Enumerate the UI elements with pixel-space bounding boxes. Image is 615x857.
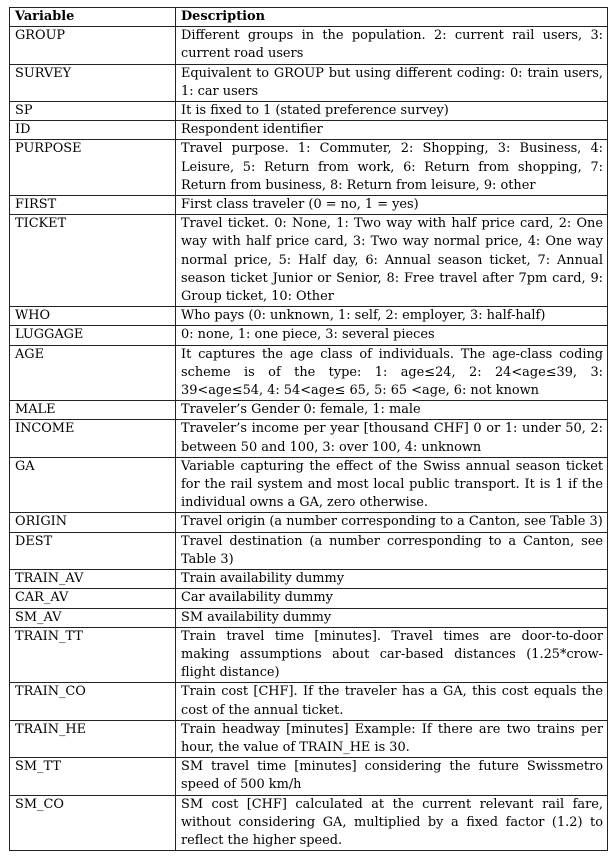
table-row — [10, 683, 608, 720]
variable-cell: PURPOSE — [10, 140, 176, 196]
description-cell: It captures the age class of individuals. The age-class coding scheme is of the type: 1: age≤24, 2: 24<age≤39, 3: 39<age≤54, 4: 54<age≤ 65, 5: 65 <age, 6: not known — [176, 345, 608, 401]
variable-cell: SP — [10, 102, 176, 121]
description-cell: Travel origin (a number corresponding to a Canton, see Table 3) — [176, 513, 608, 532]
table-row — [10, 140, 608, 196]
description-cell: SM travel time [minutes] considering the future Swissmetro speed of 500 km/h — [176, 758, 608, 795]
table-row — [10, 345, 608, 401]
description-cell: Traveler’s income per year [thousand CHF] 0 or 1: under 50, 2: between 50 and 100, 3: over 100, 4: unknown — [176, 420, 608, 457]
variable-cell: TRAIN_HE — [10, 720, 176, 757]
description-cell: Train travel time [minutes]. Travel times are door-to-door making assumptions about car-based distances (1.25*crow-flight distance) — [176, 627, 608, 683]
table-row — [10, 27, 608, 64]
variable-cell: TRAIN_CO — [10, 683, 176, 720]
header-variable: Variable — [10, 8, 176, 27]
variable-cell: DEST — [10, 532, 176, 569]
description-cell: Who pays (0: unknown, 1: self, 2: employer, 3: half-half) — [176, 307, 608, 326]
table-row — [10, 457, 608, 513]
header-description: Description — [176, 8, 608, 27]
table-row — [10, 196, 608, 215]
table-row — [10, 102, 608, 121]
table-row — [10, 401, 608, 420]
table-header-row — [10, 8, 608, 27]
table-row — [10, 64, 608, 101]
variable-cell: ID — [10, 121, 176, 140]
description-cell: Travel ticket. 0: None, 1: Two way with half price card, 2: One way with half price card, 3: Two way normal price, 4: One way normal price, 5: Half day, 6: Annual season ticket, 7: Annual season ticket Junior or Senior, 8: Free travel after 7pm card, 9: Group ticket, 10: Other — [176, 215, 608, 307]
variable-cell: TRAIN_TT — [10, 627, 176, 683]
description-cell: Different groups in the population. 2: current rail users, 3: current road users — [176, 27, 608, 64]
description-cell: Train availability dummy — [176, 570, 608, 589]
table-row — [10, 215, 608, 307]
table-row — [10, 307, 608, 326]
table-row — [10, 420, 608, 457]
description-cell: 0: none, 1: one piece, 3: several pieces — [176, 326, 608, 345]
table-row — [10, 121, 608, 140]
variable-cell: SM_TT — [10, 758, 176, 795]
variable-cell: WHO — [10, 307, 176, 326]
table-row — [10, 532, 608, 569]
description-cell: Equivalent to GROUP but using different coding: 0: train users, 1: car users — [176, 64, 608, 101]
description-cell: Train headway [minutes] Example: If there are two trains per hour, the value of TRAIN_HE is 30. — [176, 720, 608, 757]
variable-cell: MALE — [10, 401, 176, 420]
variable-cell: GROUP — [10, 27, 176, 64]
table-row — [10, 326, 608, 345]
table-row — [10, 795, 608, 851]
description-cell: Variable capturing the effect of the Swiss annual season ticket for the rail system and most local public transport. It is 1 if the individual owns a GA, zero otherwise. — [176, 457, 608, 513]
table-row — [10, 627, 608, 683]
variable-cell: GA — [10, 457, 176, 513]
variable-cell: INCOME — [10, 420, 176, 457]
variable-cell: ORIGIN — [10, 513, 176, 532]
description-cell: It is fixed to 1 (stated preference survey) — [176, 102, 608, 121]
variable-cell: SM_AV — [10, 608, 176, 627]
description-cell: Travel destination (a number corresponding to a Canton, see Table 3) — [176, 532, 608, 569]
variable-cell: FIRST — [10, 196, 176, 215]
description-cell: SM cost [CHF] calculated at the current relevant rail fare, without considering GA, multiplied by a fixed factor (1.2) to reflect the higher speed. — [176, 795, 608, 851]
variable-cell: CAR_AV — [10, 589, 176, 608]
table-row — [10, 758, 608, 795]
table-row — [10, 608, 608, 627]
variable-description-table — [9, 7, 608, 851]
variable-cell: LUGGAGE — [10, 326, 176, 345]
table-body — [10, 27, 608, 851]
variable-cell: AGE — [10, 345, 176, 401]
description-cell: Train cost [CHF]. If the traveler has a GA, this cost equals the cost of the annual ticket. — [176, 683, 608, 720]
variable-cell: SM_CO — [10, 795, 176, 851]
table-row — [10, 589, 608, 608]
variable-cell: TICKET — [10, 215, 176, 307]
description-cell: Respondent identifier — [176, 121, 608, 140]
variable-cell: SURVEY — [10, 64, 176, 101]
description-cell: First class traveler (0 = no, 1 = yes) — [176, 196, 608, 215]
description-cell: SM availability dummy — [176, 608, 608, 627]
description-cell: Car availability dummy — [176, 589, 608, 608]
description-cell: Travel purpose. 1: Commuter, 2: Shopping, 3: Business, 4: Leisure, 5: Return from work, 6: Return from shopping, 7: Return from business, 8: Return from leisure, 9: other — [176, 140, 608, 196]
table-row — [10, 570, 608, 589]
variable-cell: TRAIN_AV — [10, 570, 176, 589]
table-row — [10, 720, 608, 757]
table-row — [10, 513, 608, 532]
description-cell: Traveler’s Gender 0: female, 1: male — [176, 401, 608, 420]
